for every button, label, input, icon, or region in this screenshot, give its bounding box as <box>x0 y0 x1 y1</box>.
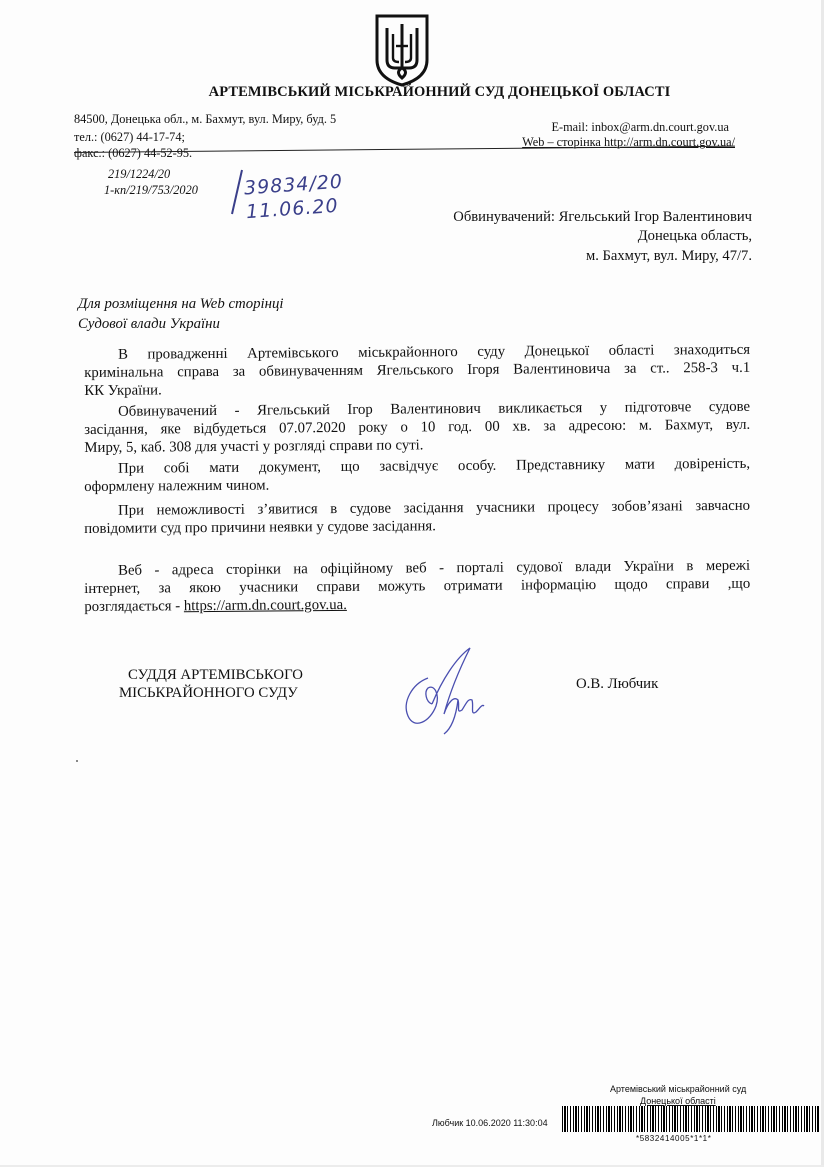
case-number-1: 219/1224/20 <box>108 167 171 181</box>
court-phone: тел.: (0627) 44-17-74; <box>74 130 185 144</box>
body-line: При неможливості з’явитися в судове засідання учасники процесу зобов’язані завчасно <box>118 497 751 519</box>
court-address: 84500, Донецька обл., м. Бахмут, вул. Миру, буд. 5 <box>74 112 337 126</box>
body-paragraph-2 <box>84 398 750 457</box>
judge-name: О.В. Любчик <box>576 676 659 692</box>
handwritten-signature <box>398 644 490 736</box>
body-paragraph-5 <box>84 557 750 616</box>
addressee-street: м. Бахмут, вул. Миру, 47/7. <box>585 248 752 264</box>
court-portal-link[interactable]: https://arm.dn.court.gov.ua. <box>183 596 347 615</box>
handwritten-incoming-date: 11.06.20 <box>245 194 340 224</box>
publication-note-line2: Судової влади України <box>78 316 220 332</box>
handwritten-bracket <box>228 168 246 216</box>
document-barcode <box>562 1106 820 1132</box>
judge-title-line2: МІСЬКРАЙОННОГО СУДУ <box>119 685 298 701</box>
body-paragraph-1 <box>84 341 750 400</box>
body-line: Миру, 5, каб. 308 для участі у розгляді справи по суті. <box>84 437 424 456</box>
judge-title-line1: СУДДЯ АРТЕМІВСЬКОГО <box>128 667 303 683</box>
handwritten-incoming-number: 39834/20 <box>243 170 344 200</box>
body-line: В провадженні Артемівського міськрайонного суду Донецької області знаходиться <box>118 341 751 363</box>
barcode-text: *5832414005*1*1* <box>636 1134 712 1143</box>
case-number-2: 1-кп/219/753/2020 <box>104 183 198 197</box>
stamp-org-line2: Донецької області <box>640 1096 716 1106</box>
court-website: Web – сторінка http://arm.dn.court.gov.ua/ <box>522 135 735 149</box>
stamp-org-line1: Артемівський міськрайонний суд <box>610 1084 747 1094</box>
court-fax: факс.: (0627) 44-52-95. <box>74 146 193 160</box>
body-text: розглядається - <box>84 598 184 615</box>
body-line: оформлену належним чином. <box>84 477 270 495</box>
addressee-region: Донецька область, <box>637 228 752 244</box>
body-paragraph-4 <box>84 497 750 538</box>
court-email: E-mail: inbox@arm.dn.court.gov.ua <box>551 120 729 134</box>
stamp-registrar-time: Любчик 10.06.2020 11:30:04 <box>432 1118 548 1128</box>
publication-note-line1: Для розміщення на Web сторінці <box>78 296 284 312</box>
body-line: інтернет, за якою учасники справи можуть отримати інформацію щодо справи ,що <box>84 575 751 597</box>
body-paragraph-3 <box>84 455 750 496</box>
body-line: При собі мати документ, що засвідчує особу. Представнику мати довіреність, <box>118 455 751 477</box>
body-line: засідання, яке відбудеться 07.07.2020 року о 10 год. 00 хв. за адресою: м. Бахмут, вул. <box>84 416 751 438</box>
body-line: кримінальна справа за обвинуваченням Ягельського Ігоря Валентиновича за ст.. 258-3 ч.1 <box>84 359 751 381</box>
scan-speck <box>76 760 78 762</box>
addressee-name: Обвинувачений: Ягельський Ігор Валентинович <box>453 209 752 225</box>
court-name: АРТЕМІВСЬКИЙ МІСЬКРАЙОННИЙ СУД ДОНЕЦЬКОЇ ОБЛАСТІ <box>208 84 671 100</box>
body-line: повідомити суд про причини неявки у судове засідання. <box>84 518 436 537</box>
body-line: Веб - адреса сторінки на офіційному веб - порталі судової влади України в мережі <box>118 557 751 579</box>
coat-of-arms-emblem <box>373 12 431 88</box>
body-line: КК України. <box>84 382 162 399</box>
body-line: Обвинувачений - Ягельський Ігор Валентинович викликається у підготовче судове <box>118 398 751 420</box>
